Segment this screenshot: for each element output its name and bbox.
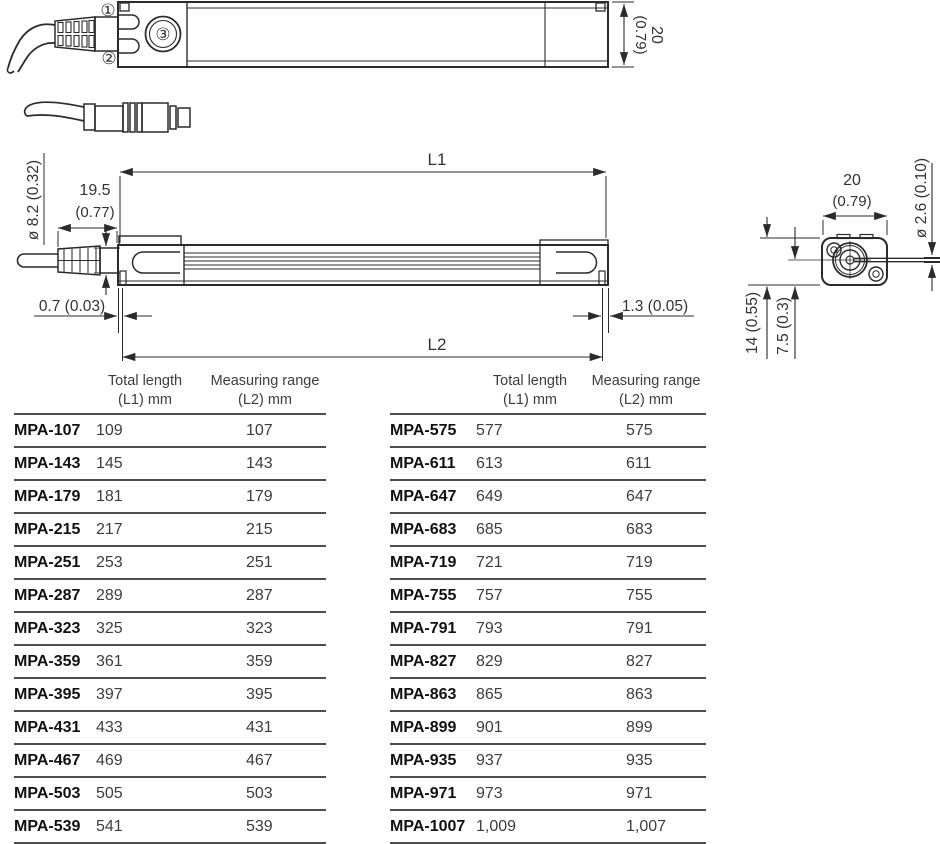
header-line: (L2) mm [619,391,673,408]
table-row [14,580,326,613]
dim-head-length-value: 19.5 [79,182,111,199]
model-cell: MPA-755 [390,586,457,604]
header-line: Total length [492,372,568,389]
table-row [390,481,706,514]
measuring-range-cell: 971 [626,784,653,802]
model-cell: MPA-827 [390,652,457,670]
total-length-cell: 181 [96,487,123,505]
table-row [390,613,706,646]
total-length-cell: 721 [476,553,503,571]
table-row [14,679,326,712]
table-row [14,712,326,745]
table-row [14,745,326,778]
total-length-cell: 109 [96,421,123,439]
header-line: (L1) mm [118,391,172,408]
dim-right-offset-label: 1.3 (0.05) [621,298,689,315]
header-line: (L2) mm [238,391,292,408]
header-line: Total length [107,372,183,389]
model-cell: MPA-683 [390,520,457,538]
table-row [14,415,326,448]
model-cell: MPA-899 [390,718,457,736]
connector-plug-drawing [25,102,190,132]
total-length-cell: 649 [476,487,503,505]
table-row [390,745,706,778]
measuring-range-cell: 1,007 [626,817,667,835]
dimension-table-right [390,367,706,844]
measuring-range-cell: 287 [246,586,273,604]
total-length-cell: 1,009 [476,817,517,835]
total-length-cell: 865 [476,685,503,703]
table-row [390,778,706,811]
sensor-end-view-drawing [740,143,940,365]
total-length-cell: 541 [96,817,123,835]
measuring-range-cell: 359 [246,652,273,670]
total-length-cell: 793 [476,619,503,637]
model-cell: MPA-431 [14,718,81,736]
total-length-cell: 505 [96,784,123,802]
total-length-cell: 937 [476,751,503,769]
table-row [390,580,706,613]
table-header-row [14,367,326,415]
total-length-cell: 361 [96,652,123,670]
total-length-cell: 577 [476,421,503,439]
total-length-cell: 145 [96,454,123,472]
sensor-top-view-drawing [0,0,700,143]
dim-axis-height-label: 7.5 (0.3) [775,297,792,355]
table-row [14,547,326,580]
measuring-range-cell: 179 [246,487,273,505]
callout-3: ③ [155,25,171,45]
sensor-body-top [95,2,608,67]
dim-height-inches: (0.79) [632,15,649,55]
dim-l1-label: L1 [427,150,447,169]
table-row [390,811,706,844]
measuring-range-cell: 539 [246,817,273,835]
total-length-cell: 829 [476,652,503,670]
measuring-range-header [204,372,326,410]
measuring-range-header [586,372,706,410]
total-length-header [86,372,204,410]
table-row [14,778,326,811]
model-cell: MPA-719 [390,553,457,571]
total-length-cell: 901 [476,718,503,736]
measuring-range-cell: 215 [246,520,273,538]
dim-total-height-label: 14 (0.55) [744,291,761,355]
measuring-range-cell: 683 [626,520,653,538]
total-length-cell: 973 [476,784,503,802]
measuring-range-cell: 143 [246,454,273,472]
dim-width-inches: (0.79) [832,193,872,210]
total-length-cell: 433 [96,718,123,736]
table-row [14,448,326,481]
model-cell: MPA-791 [390,619,457,637]
dim-height-value: 20 [648,26,665,44]
table-row [390,646,706,679]
table-row [390,514,706,547]
model-cell: MPA-323 [14,619,81,637]
model-cell: MPA-179 [14,487,81,505]
table-row [14,481,326,514]
head-length-dimension [58,228,117,247]
measuring-range-cell: 647 [626,487,653,505]
measuring-range-cell: 899 [626,718,653,736]
dimension-table-left [14,367,326,844]
total-length-cell: 757 [476,586,503,604]
table-row [390,712,706,745]
total-length-cell: 397 [96,685,123,703]
height-dimension [612,2,634,67]
measuring-range-cell: 719 [626,553,653,571]
model-cell: MPA-539 [14,817,81,835]
model-cell: MPA-107 [14,421,81,439]
model-cell: MPA-287 [14,586,81,604]
model-cell: MPA-395 [14,685,81,703]
model-cell: MPA-611 [390,454,456,472]
dim-connector-diameter-label: ø 8.2 (0.32) [25,159,42,241]
measuring-range-cell: 395 [246,685,273,703]
model-cell: MPA-935 [390,751,457,769]
header-line: Measuring range [210,372,320,389]
dim-l2-label: L2 [427,335,447,354]
measuring-range-cell: 791 [626,619,653,637]
measuring-range-cell: 323 [246,619,273,637]
model-cell: MPA-503 [14,784,81,802]
callout-1: ① [100,1,116,21]
cable-gland-top [7,17,95,73]
measuring-range-cell: 107 [246,421,273,439]
measuring-range-cell: 863 [626,685,653,703]
measuring-range-cell: 575 [626,421,653,439]
table-row [14,646,326,679]
dim-rod-diameter-label: ø 2.6 (0.10) [913,157,930,239]
model-cell: MPA-251 [14,553,81,571]
table-row [14,613,326,646]
total-length-cell: 469 [96,751,123,769]
header-line: Measuring range [591,372,701,389]
model-cell: MPA-575 [390,421,457,439]
total-length-cell: 217 [96,520,123,538]
callout-2: ② [101,49,117,69]
width-dimension [823,216,887,235]
dim-left-offset-label: 0.7 (0.03) [38,298,106,315]
measuring-range-cell: 935 [626,751,653,769]
model-cell: MPA-863 [390,685,457,703]
table-row [390,448,706,481]
model-cell: MPA-143 [14,454,81,472]
sensor-body-side [118,236,608,285]
table-header-row [390,367,706,415]
table-row [14,514,326,547]
table-row [390,415,706,448]
total-length-cell: 613 [476,454,503,472]
table-row [390,679,706,712]
total-length-cell: 253 [96,553,123,571]
table-row [390,547,706,580]
model-cell: MPA-971 [390,784,457,802]
model-cell: MPA-359 [14,652,81,670]
measuring-range-cell: 503 [246,784,273,802]
dim-width-value: 20 [843,172,861,189]
sensor-side-view-drawing [0,143,740,365]
measuring-range-cell: 827 [626,652,653,670]
model-cell: MPA-1007 [390,817,466,835]
model-cell: MPA-467 [14,751,81,769]
total-length-header [474,372,586,410]
l1-dimension [120,172,606,243]
sensor-body-end [822,235,940,286]
cable-gland-side [18,246,119,275]
model-cell: MPA-647 [390,487,457,505]
total-length-cell: 289 [96,586,123,604]
total-length-cell: 685 [476,520,503,538]
measuring-range-cell: 251 [246,553,273,571]
dim-head-length-inches: (0.77) [75,204,115,221]
header-line: (L1) mm [503,391,557,408]
total-length-cell: 325 [96,619,123,637]
measuring-range-cell: 431 [246,718,273,736]
measuring-range-cell: 467 [246,751,273,769]
model-cell: MPA-215 [14,520,81,538]
measuring-range-cell: 755 [626,586,653,604]
measuring-range-cell: 611 [626,454,652,472]
table-row [14,811,326,844]
